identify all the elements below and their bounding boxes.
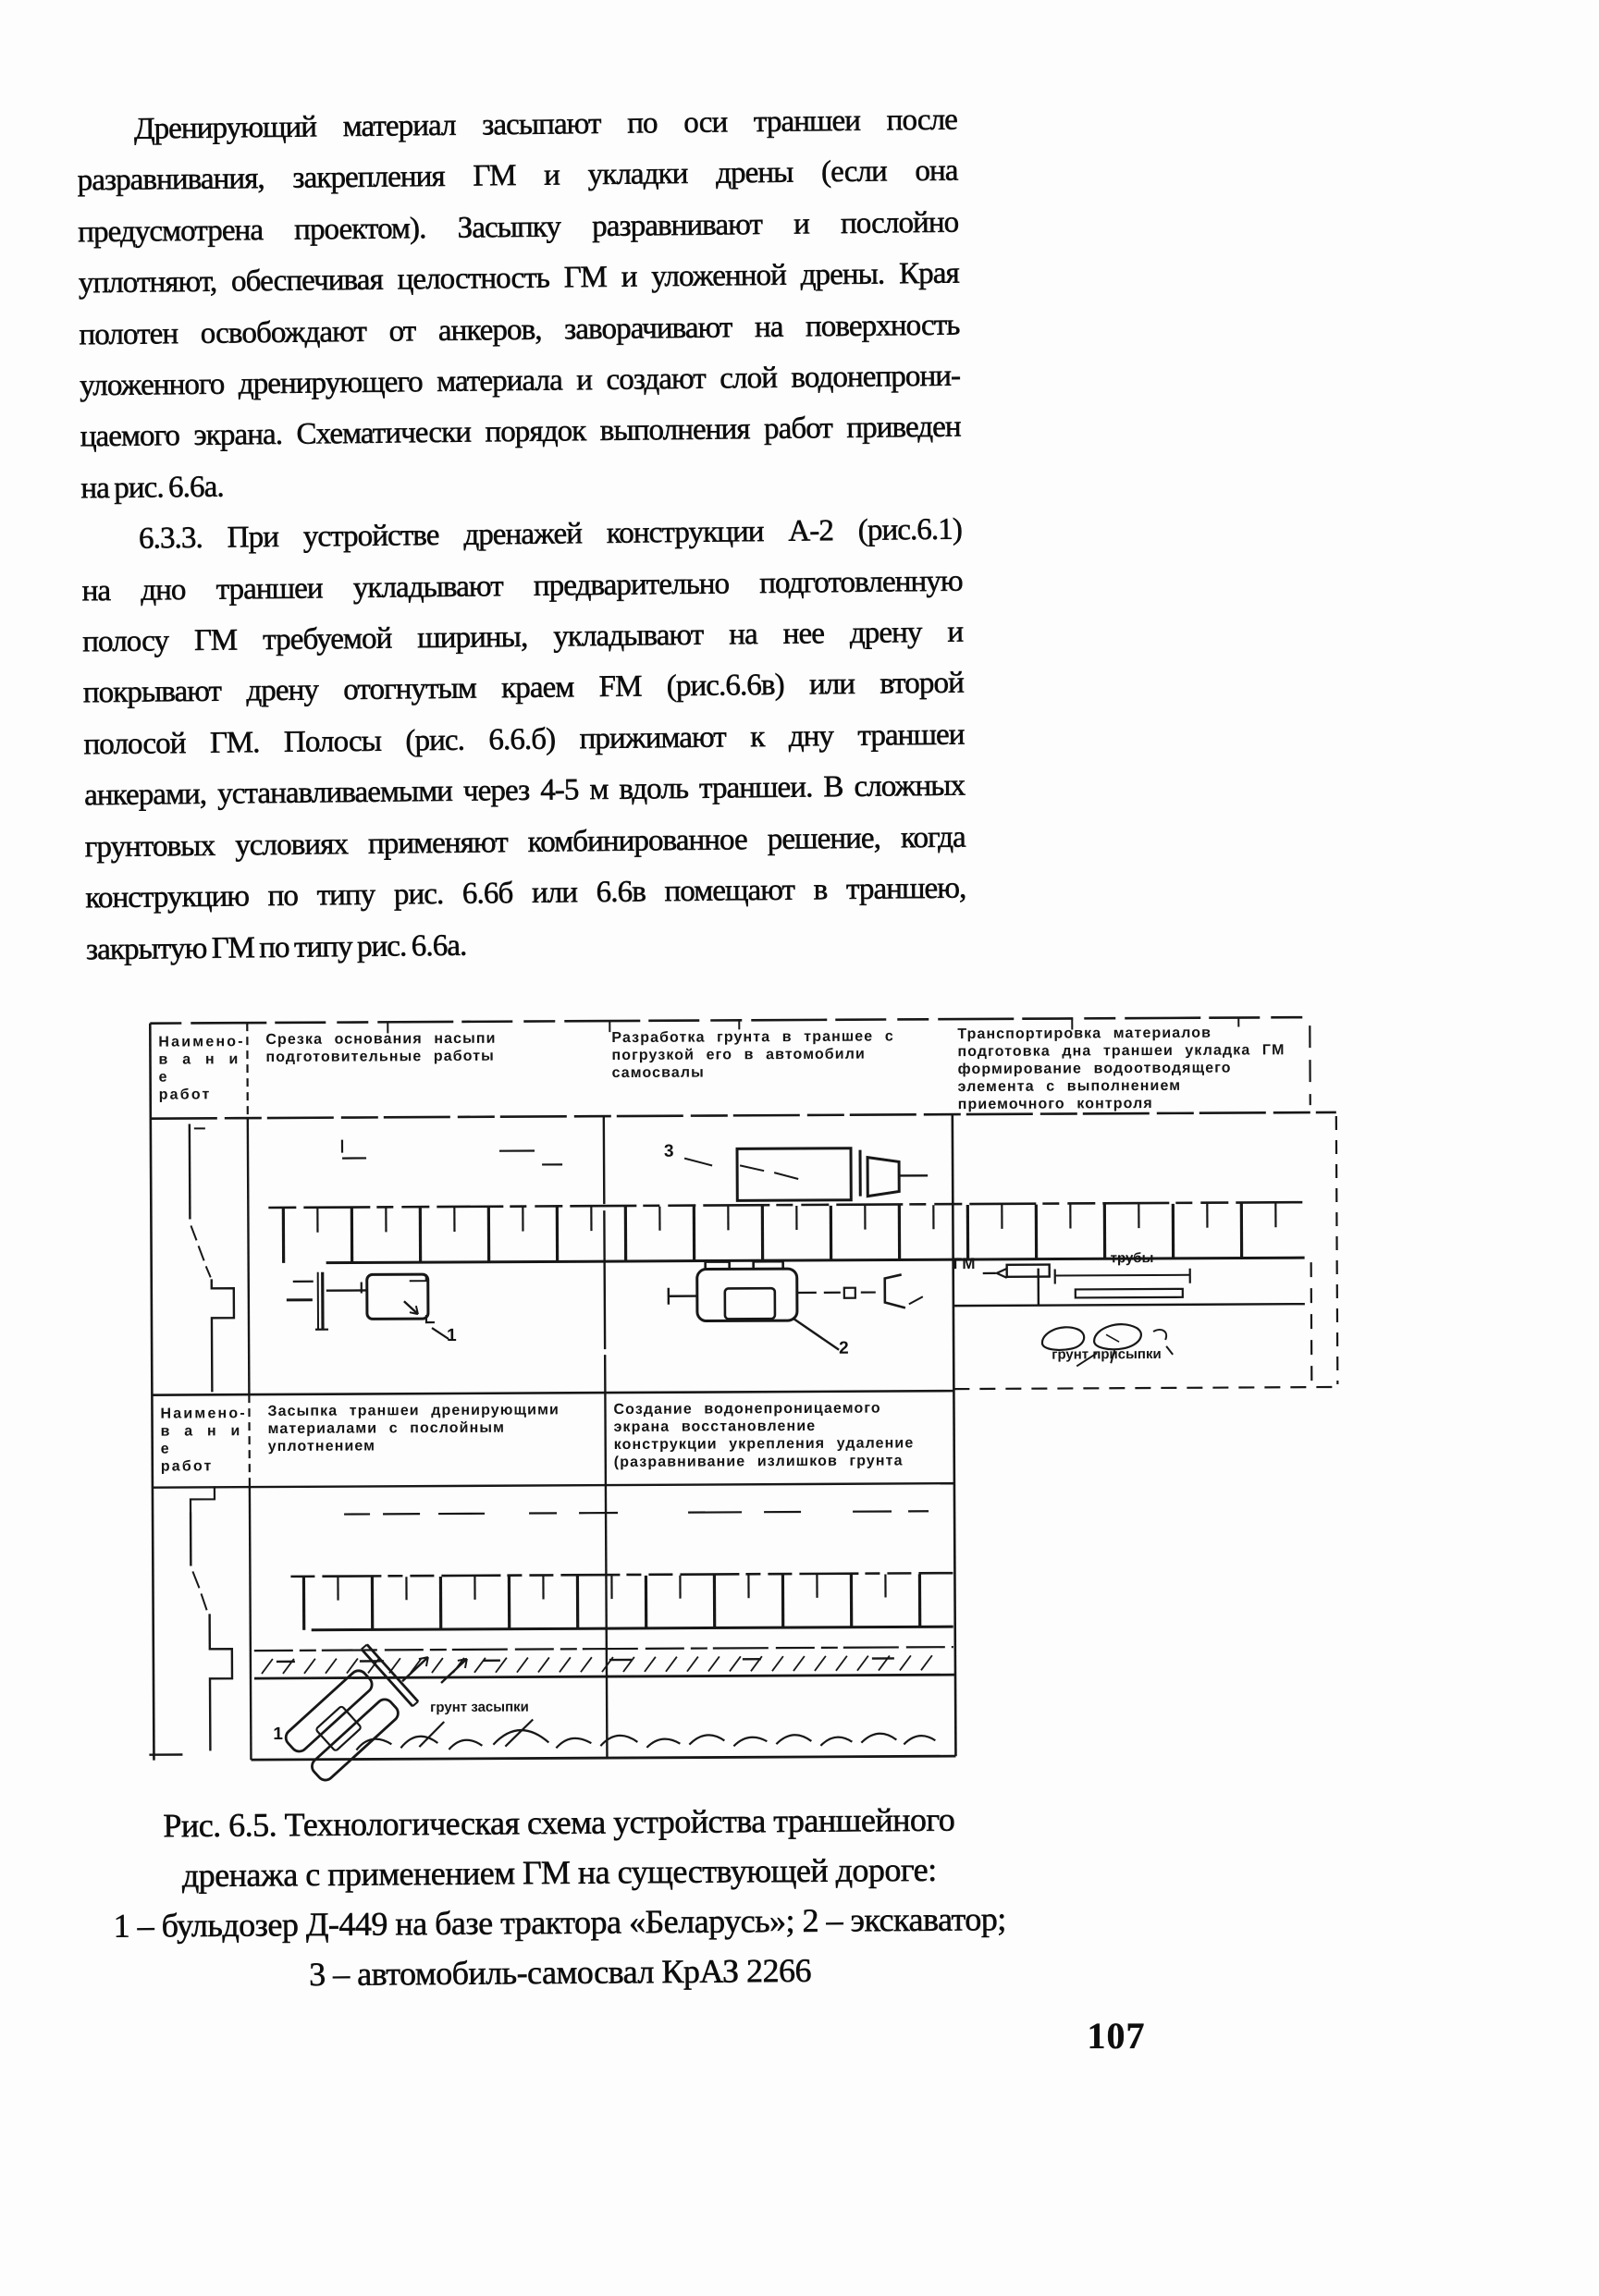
text-line: 6.3.3. При устройстве дренажей конструкции А-2 (рис.6.1) xyxy=(138,512,963,556)
table-header-name-of-works-2: Наимено- в а н и е работ xyxy=(160,1406,247,1475)
label-soil-backfill: грунт засыпки xyxy=(430,1699,529,1716)
text-line: конструкцию по типу рис. 6.6б или 6.6в помещают в траншею, xyxy=(85,871,966,915)
text-line: уложенного дренирующего материала и создают слой водонепрони- xyxy=(79,359,961,403)
dump-truck-icon xyxy=(684,1148,928,1200)
caption-line: дренажа с применением ГМ на существующей дороге: xyxy=(181,1850,937,1895)
table-header-stage-backfill: Засыпка траншеи дренирующими материалами с послойным уплотнением xyxy=(267,1402,560,1455)
label-geotextile: ГМ xyxy=(953,1255,976,1273)
trench-end-detail xyxy=(798,1274,923,1308)
road-stationing-band-bottom xyxy=(290,1573,953,1630)
label-soil-fill: грунт присыпки xyxy=(1052,1345,1162,1363)
caption-line: 3 – автомобиль-самосвал КрАЗ 2266 xyxy=(309,1951,812,1994)
text-line: уплотняют, обеспечивая целостность ГМ и уложенной дрены. Края xyxy=(78,256,960,301)
excavator-icon xyxy=(669,1261,840,1351)
table-header-stage-waterproof-screen: Создание водонепроницаемого экрана восстановление конструкции укрепления удаление (разравнивание излишков грунта xyxy=(613,1400,915,1471)
table-header-stage-cutting: Срезка основания насыпи подготовительные работы xyxy=(265,1030,497,1066)
text-line: грунтовых условиях применяют комбинированное решение, когда xyxy=(84,820,966,865)
text-line: на дно траншеи укладывают предварительно подготовленную xyxy=(81,564,963,608)
callout-number-excavator: 2 xyxy=(839,1338,849,1358)
trench-backfill-strip xyxy=(254,1647,955,1678)
text-line: закрытую ГМ по типу рис. 6.6а. xyxy=(85,928,467,966)
text-line: на рис. 6.6а. xyxy=(80,470,224,506)
geotextile-pipes-detail xyxy=(983,1264,1190,1305)
figure-caption xyxy=(50,1794,1069,2002)
text-line: полосой ГМ. Полосы (рис. 6.6.б) прижимают к дну траншеи xyxy=(83,718,965,762)
table-header-stage-excavation: Разработка грунта в траншее с погрузкой его в автомобили самосвалы xyxy=(611,1028,894,1082)
caption-line: 1 – бульдозер Д-449 на базе трактора «Беларусь»; 2 – экскаватор; xyxy=(113,1900,1006,1945)
dashed-guideline xyxy=(344,1511,929,1514)
bulldozer-icon-plan xyxy=(287,1271,449,1340)
callout-number-bulldozer-top: 1 xyxy=(447,1325,457,1345)
table-header-stage-transport: Транспортировка материалов подготовка дна траншеи укладка ГМ формирование водоотводящего элемента с выполнением приемочного контроля xyxy=(957,1025,1285,1113)
callout-number-truck: 3 xyxy=(663,1141,674,1161)
soil-pile-sketch-bottom xyxy=(356,1717,935,1750)
text-line: разравнивания, закрепления ГМ и укладки дрены (если она xyxy=(77,154,958,198)
road-edge-sketch-bottom xyxy=(191,1486,232,1750)
text-line: Дренирующий материал засыпают по оси траншеи после xyxy=(133,103,958,146)
text-line: предусмотрена проектом). Засыпку разравнивают и послойно xyxy=(78,205,959,250)
page-number: 107 xyxy=(1087,2015,1146,2057)
misc-dashes xyxy=(342,1138,562,1165)
text-line: цаемого экрана. Схематически порядок выполнения работ приведен xyxy=(80,411,961,454)
text-line: анкерами, устанавливаемыми через 4-5 м вдоль траншеи. В сложных xyxy=(83,768,966,813)
text-line: покрывают дрену отогнутым краем FМ (рис.6.6в) или второй xyxy=(82,667,965,710)
text-line: полотен освобождают от анкеров, заворачивают на поверхность xyxy=(79,308,960,352)
caption-line: Рис. 6.5. Технологическая схема устройства траншейного xyxy=(163,1800,955,1845)
label-pipes: трубы xyxy=(1110,1249,1154,1267)
text-line: полосу ГМ требуемой ширины, укладывают на нее дрену и xyxy=(82,615,964,659)
table-header-name-of-works-1: Наимено- в а н и е работ xyxy=(158,1034,245,1103)
bulldozer-icon-angled xyxy=(282,1644,419,1784)
road-edge-sketch-top xyxy=(190,1123,235,1392)
callout-number-bulldozer-bottom: 1 xyxy=(273,1724,283,1744)
